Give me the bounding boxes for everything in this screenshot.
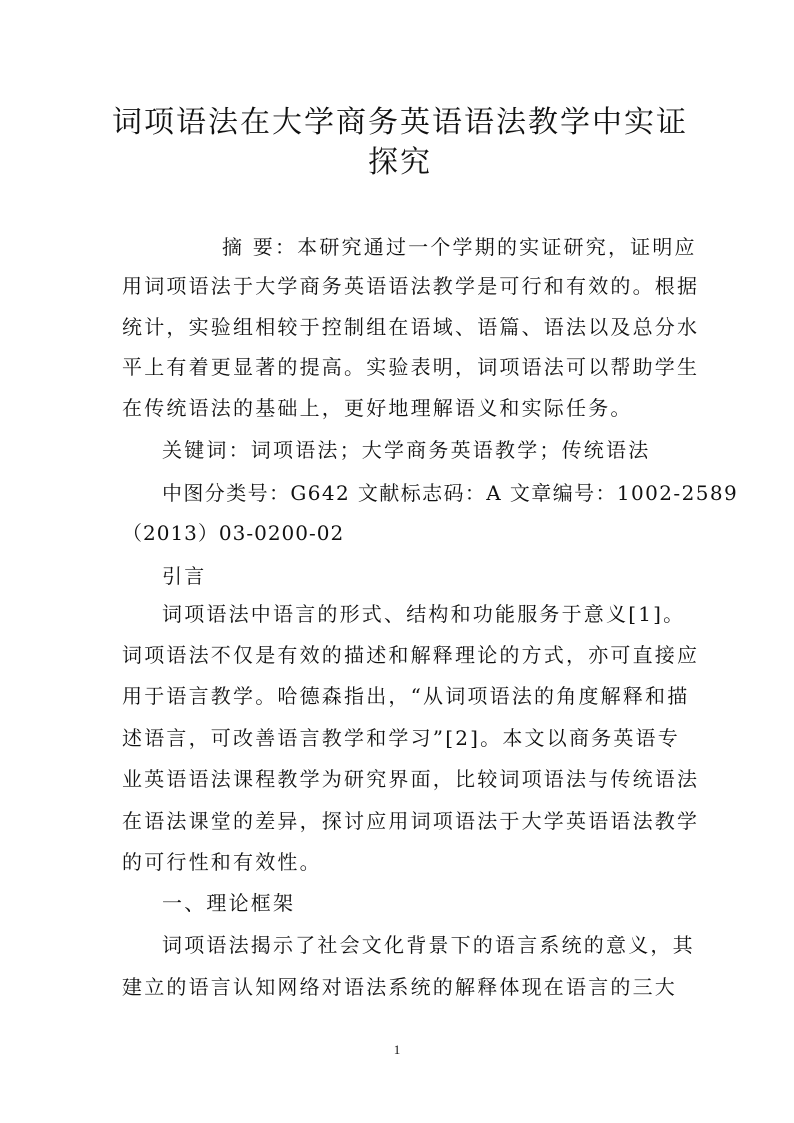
intro-line-6: 在语法课堂的差异，探讨应用词项语法于大学英语语法教学 [122,809,700,833]
page-number: 1 [393,1042,401,1057]
abstract-line-5: 在传统语法的基础上，更好地理解语义和实际任务。 [122,396,633,420]
intro-line-4: 述语言，可改善语言教学和学习”[2]。本文以商务英语专 [122,726,680,750]
section1-heading: 一、理论框架 [162,891,296,915]
intro-heading: 引言 [162,564,207,588]
classification-line-2: （2013）03-0200-02 [122,521,345,545]
section1-line-2: 建立的语言认知网络对语法系统的解释体现在语言的三大 [122,975,677,999]
intro-line-7: 的可行性和有效性。 [122,850,322,874]
title-line-1: 词项语法在大学商务英语语法教学中实证 [112,105,688,140]
classification-line-1: 中图分类号：G642 文献标志码：A 文章编号：1002-2589 [162,481,739,505]
intro-line-1: 词项语法中语言的形式、结构和功能服务于意义[1]。 [162,602,686,626]
intro-line-3: 用于语言教学。哈德森指出，“从词项语法的角度解释和描 [122,684,690,708]
section1-line-1: 词项语法揭示了社会文化背景下的语言系统的意义，其 [162,933,695,957]
abstract-line-3: 统计，实验组相较于控制组在语域、语篇、语法以及总分水 [122,315,700,339]
intro-line-5: 业英语语法课程教学为研究界面，比较词项语法与传统语法 [122,767,700,791]
abstract-line-2: 用词项语法于大学商务英语语法教学是可行和有效的。根据 [122,274,700,298]
abstract-line-4: 平上有着更显著的提高。实验表明，词项语法可以帮助学生 [122,355,700,379]
keywords-line: 关键词：词项语法；大学商务英语教学；传统语法 [162,438,651,462]
intro-line-2: 词项语法不仅是有效的描述和解释理论的方式，亦可直接应 [122,643,700,667]
abstract-line-1: 摘 要：本研究通过一个学期的实证研究，证明应 [222,235,697,259]
title-line-2: 探究 [368,145,432,180]
